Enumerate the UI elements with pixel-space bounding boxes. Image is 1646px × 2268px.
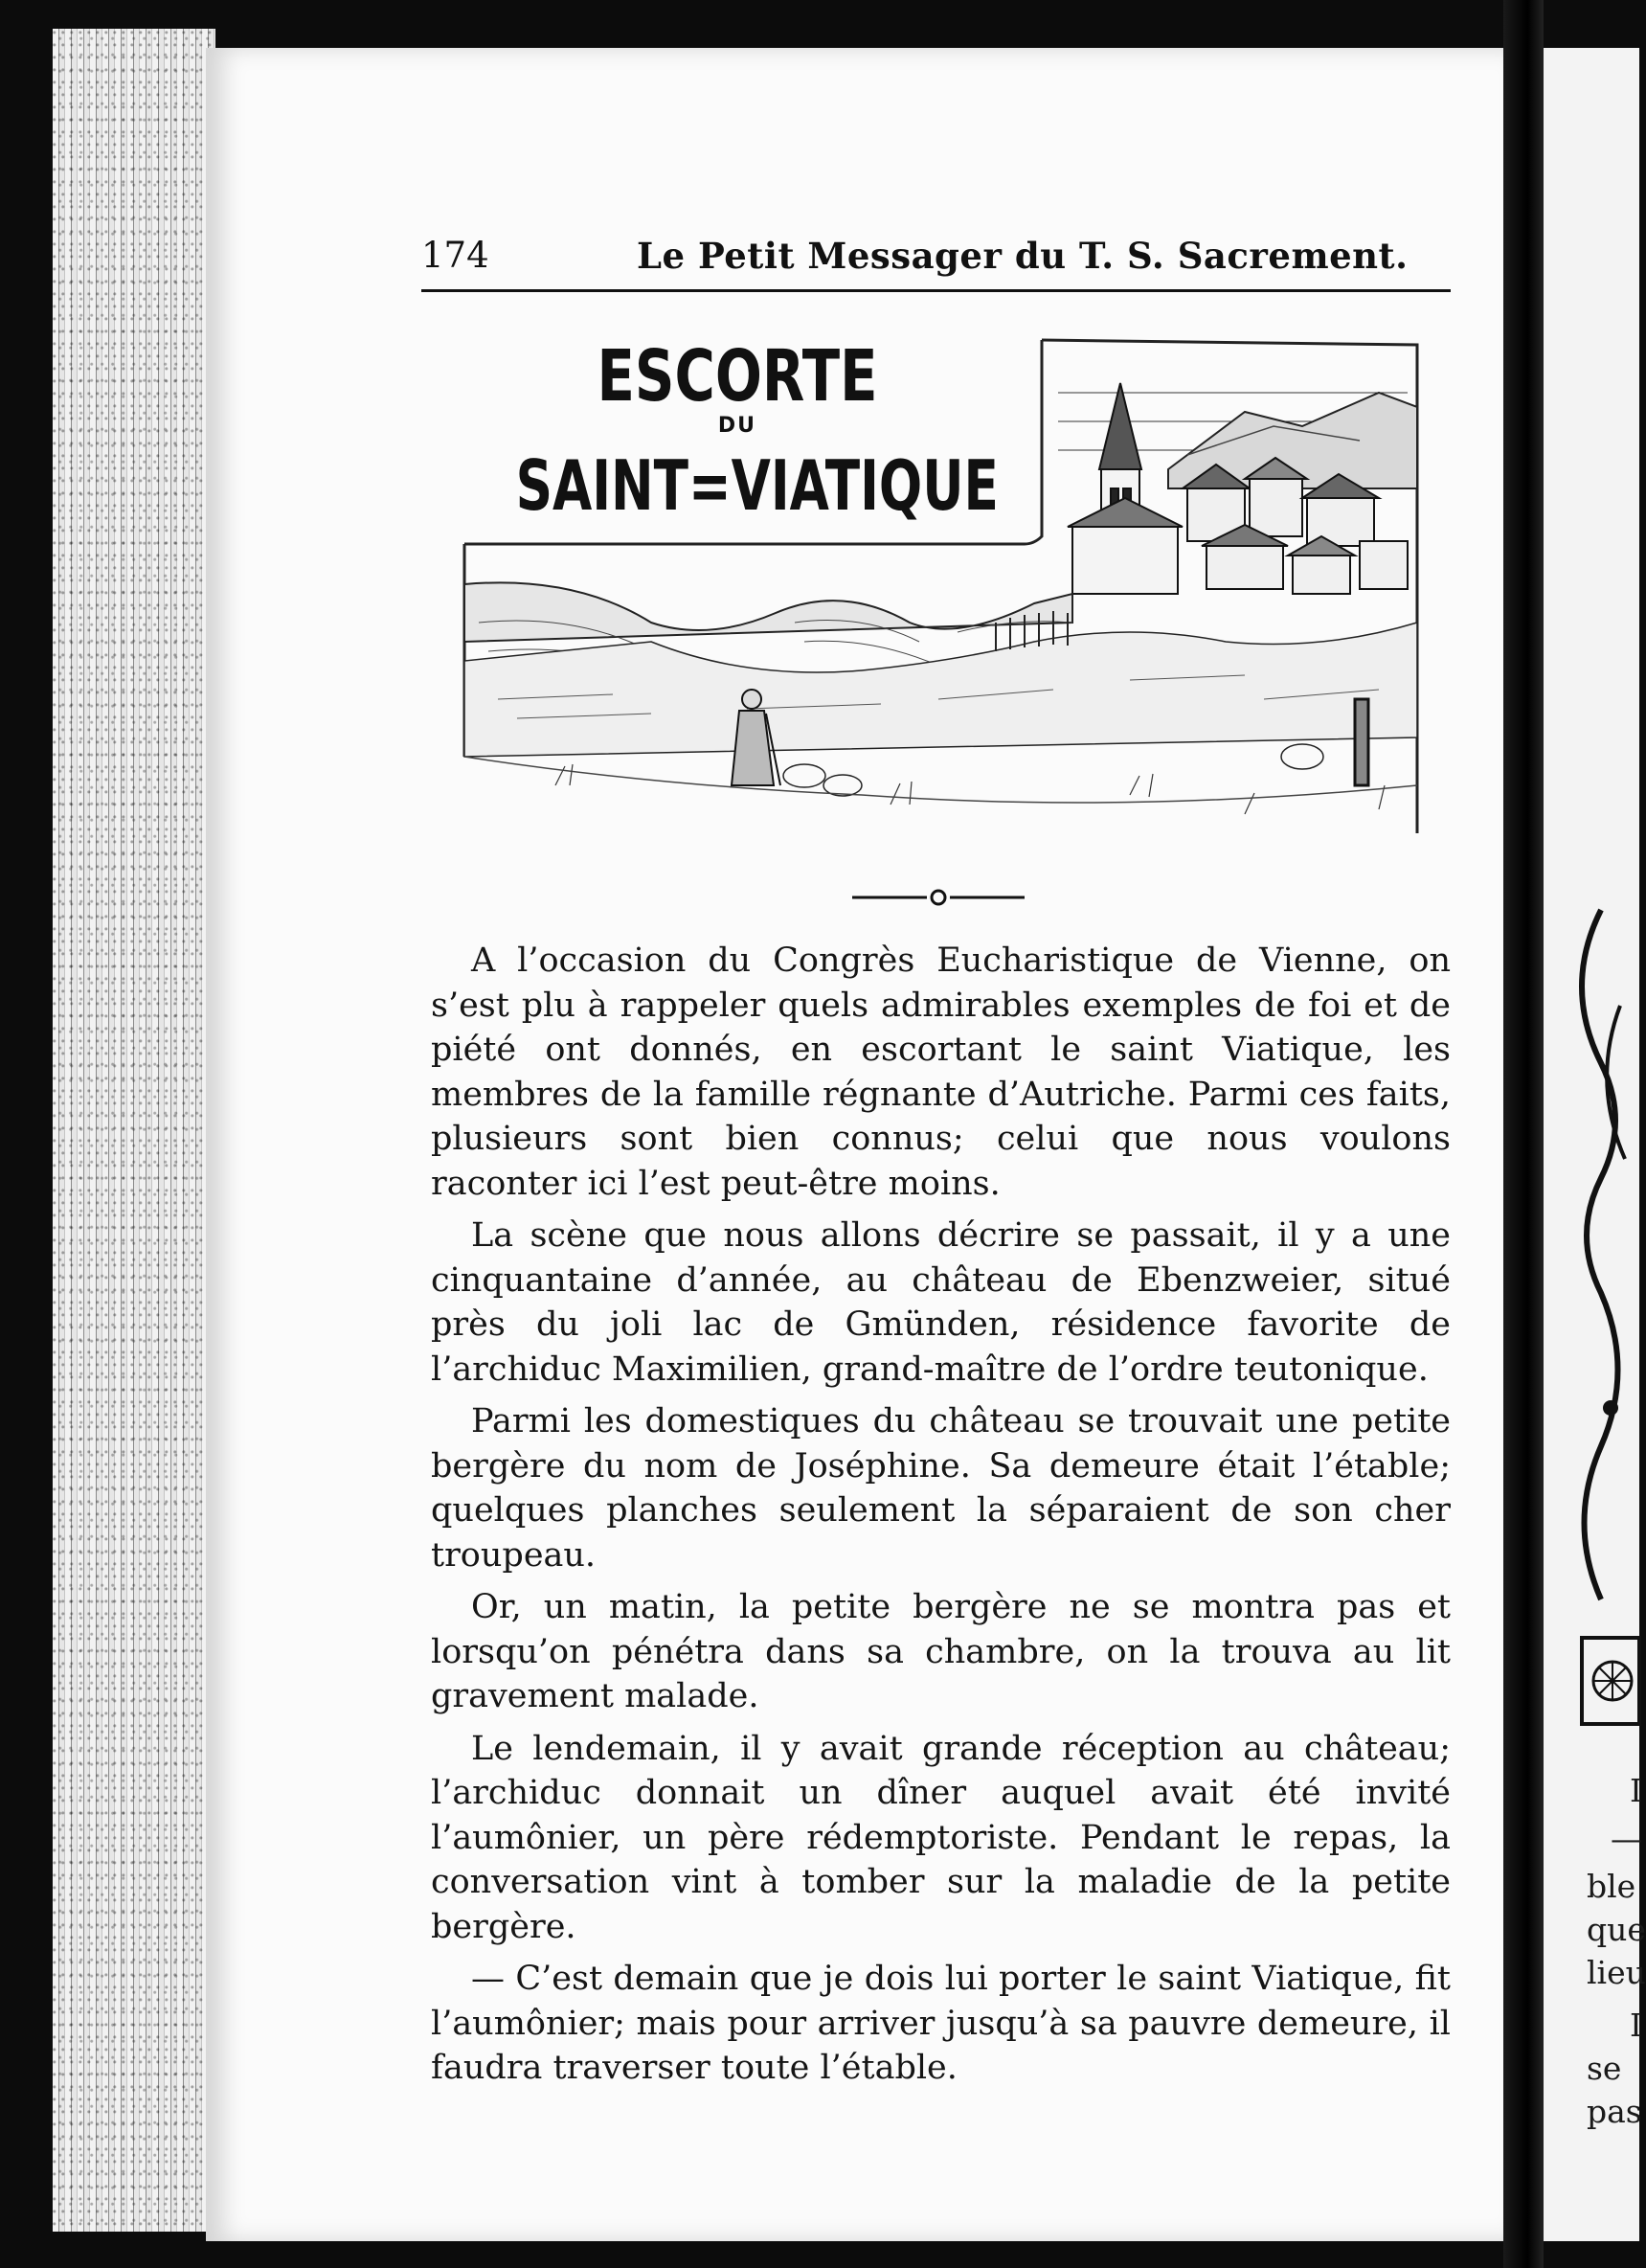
section-ornament	[852, 883, 1025, 912]
facing-page-text: I	[1630, 2007, 1643, 2044]
page-number: 174	[421, 235, 489, 276]
paragraph: Or, un matin, la petite bergère ne se montra pas et lorsqu’on pénétra dans sa chambre, on la trouva au lit gravement malade.	[431, 1588, 1451, 1715]
book-page-edges	[53, 29, 215, 2232]
book-gutter	[1503, 0, 1544, 2268]
journal-title: Le Petit Messager du T. S. Sacrement.	[637, 235, 1409, 277]
decorative-border-ornament	[1544, 48, 1639, 1772]
paragraph: Parmi les domestiques du château se trouvait une petite bergère du nom de Joséphine. Sa demeure était l’étable; quelques planches seulement la séparaient de son cher troupeau.	[431, 1402, 1451, 1575]
header-rule	[421, 289, 1451, 292]
paragraph: La scène que nous allons décrire se passait, il y a une cinquantaine d’année, au château de Ebenzweier, situé près du joli lac de Gmünden, résidence favorite de l’archiduc Maximilien, grand-maître de l’ordre teutonique.	[431, 1216, 1451, 1389]
paragraph: A l’occasion du Congrès Eucharistique de Vienne, on s’est plu à rappeler quels admirables exemples de foi et de piété ont donnés, en escortant le saint Viatique, les membres de la famille régnante d’Autriche. Parmi ces faits, plusieurs sont bien connus; celui que nous voulons raconter ici l’est peut-être moins.	[431, 941, 1451, 1203]
paragraph: Le lendemain, il y avait grande réception au château; l’archiduc donnait un dîner auquel avait été invité l’aumônier, un père rédemptoriste. Pendant le repas, la conversation vint à tomber sur la maladie de la petite bergère.	[431, 1729, 1451, 1946]
facing-page-text: que	[1587, 1911, 1646, 1948]
facing-page-text: —	[1611, 1820, 1642, 1857]
facing-page-text: ble	[1587, 1868, 1636, 1905]
paragraph: — C’est demain que je dois lui porter le saint Viatique, fit l’aumônier; mais pour arriver jusqu’à sa pauvre demeure, il faudra traverser toute l’étable.	[431, 1960, 1451, 2087]
article-title-line-3: SAINT=VIATIQUE	[515, 445, 999, 526]
facing-page-text: I	[1630, 1772, 1643, 1809]
article-title-line-2: DU	[717, 414, 757, 438]
facing-page-text: pas	[1587, 2093, 1642, 2130]
facing-page-text: lieu	[1587, 1954, 1646, 1991]
facing-page-fragment	[1544, 48, 1646, 2241]
article-title-line-1: ESCORTE	[597, 335, 878, 418]
facing-page-text: se	[1587, 2050, 1622, 2087]
article-body	[431, 939, 1451, 2098]
running-head	[421, 235, 1451, 283]
